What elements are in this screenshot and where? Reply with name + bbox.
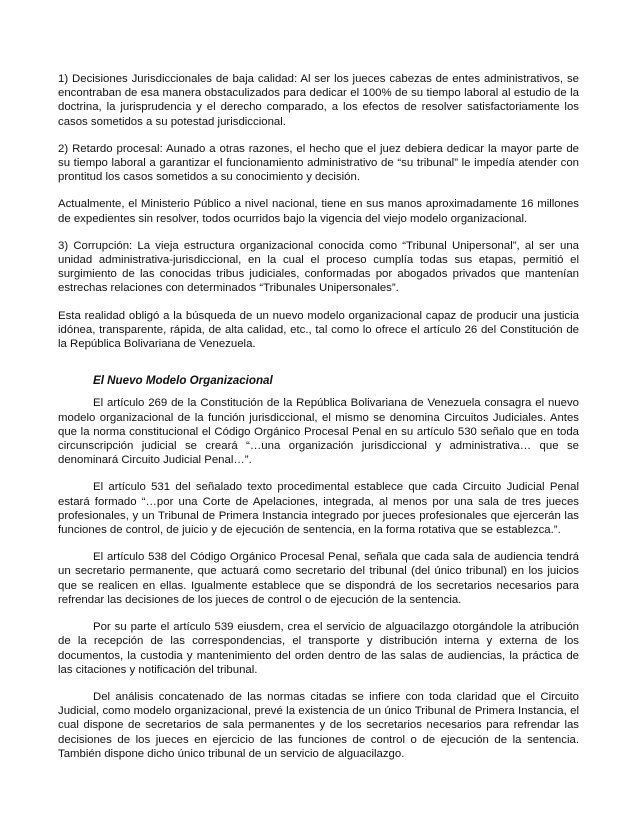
paragraph-retardo-procesal: 2) Retardo procesal: Aunado a otras razones, el hecho que el juez debiera dedicar la mayor parte de su tiempo laboral a garantizar el funcionamiento administrativo de “su tribunal” le impedía atender con prontitud los casos sometidos a su conocimiento y decisión. [58,142,579,184]
section-heading: El Nuevo Modelo Organizacional [93,374,273,388]
paragraph-ministerio-publico: Actualmente, el Ministerio Público a nivel nacional, tiene en sus manos aproximadamente 16 millones de expedientes sin resolver, todos ocurridos bajo la vigencia del viejo modelo organizacional. [58,198,579,225]
paragraph-articulo-269: El artículo 269 de la Constitución de la República Bolivariana de Venezuela consagra el nuevo modelo organizacional de la función jurisdiccional, el mismo se denomina Circuitos Judiciales. Antes que la norma constitucional el Código Orgánico Procesal Penal en su artículo 530 señalo que en toda circunscripción judicial se creará “…una organización jurisdiccional y administrativa… que se denominará Circuito Judicial Penal…”. [58,397,579,467]
paragraph-realidad: Esta realidad obligó a la búsqueda de un nuevo modelo organizacional capaz de producir una justicia idónea, transparente, rápida, de alta calidad, etc., tal como lo ofrece el artículo 26 del Constitución de la República Bolivariana de Venezuela. [58,309,579,351]
paragraph-articulo-531: El artículo 531 del señalado texto procedimental establece que cada Circuito Judicial Penal estará formado “…por una Corte de Apelaciones, integrada, al menos por una sala de tres jueces profesionales, y un Tribunal de Primera Instancia integrado por jueces profesionales que ejercerán las funciones de control, de juicio y de ejecución de sentencia, en la forma rotativa que se establezca.”. [58,481,579,537]
paragraph-articulo-538: El artículo 538 del Código Orgánico Procesal Penal, señala que cada sala de audiencia tendrá un secretario permanente, que actuará como secretario del tribunal (del único tribunal) en los juicios que se realicen en ellas. Igualmente establece que se dispondrá de los secretarios necesarios para refrendar las decisiones de los jueces de control o de ejecución de la sentencia. [58,551,579,606]
paragraph-articulo-539: Por su parte el artículo 539 eiusdem, crea el servicio de alguacilazgo otorgándole la atribución de la recepción de las correspondencias, el transporte y distribución interna y externa de los documentos, la custodia y mantenimiento del orden dentro de las salas de audiencias, la práctica de las citaciones y notificación del tribunal. [58,621,579,676]
paragraph-decisiones: 1) Decisiones Jurisdiccionales de baja calidad: Al ser los jueces cabezas de entes administrativos, se encontraban de esa manera obstaculizados para dedicar el 100% de su tiempo laboral al estudio de la doctrina, la jurisprudencia y el derecho comparado, a los efectos de resolver satisfactoriamente los casos sometidos a su potestad jurisdiccional. [58,73,579,128]
document-page [58,72,579,761]
paragraph-analisis: Del análisis concatenado de las normas citadas se infiere con toda claridad que el Circuito Judicial, como modelo organizacional, prevé la existencia de un único Tribunal de Primera Instancia, el cual dispone de secretarios de sala permanentes y de los secretarios necesarios para refrendar las decisiones de los jueces en ejercicio de las funciones de control o de ejecución de la sentencia. También dispone dicho único tribunal de un servicio de alguacilazgo. [58,690,579,760]
paragraph-corrupcion: 3) Corrupción: La vieja estructura organizacional conocida como “Tribunal Unipersonal”, al ser una unidad administrativa-jurisdiccional, en la cual el proceso cumplía todas sus etapas, permitió el surgimiento de las conocidas tribus judiciales, conformadas por abogados privados que mantenían estrechas relaciones con determinados “Tribunales Unipersonales”. [58,239,579,295]
